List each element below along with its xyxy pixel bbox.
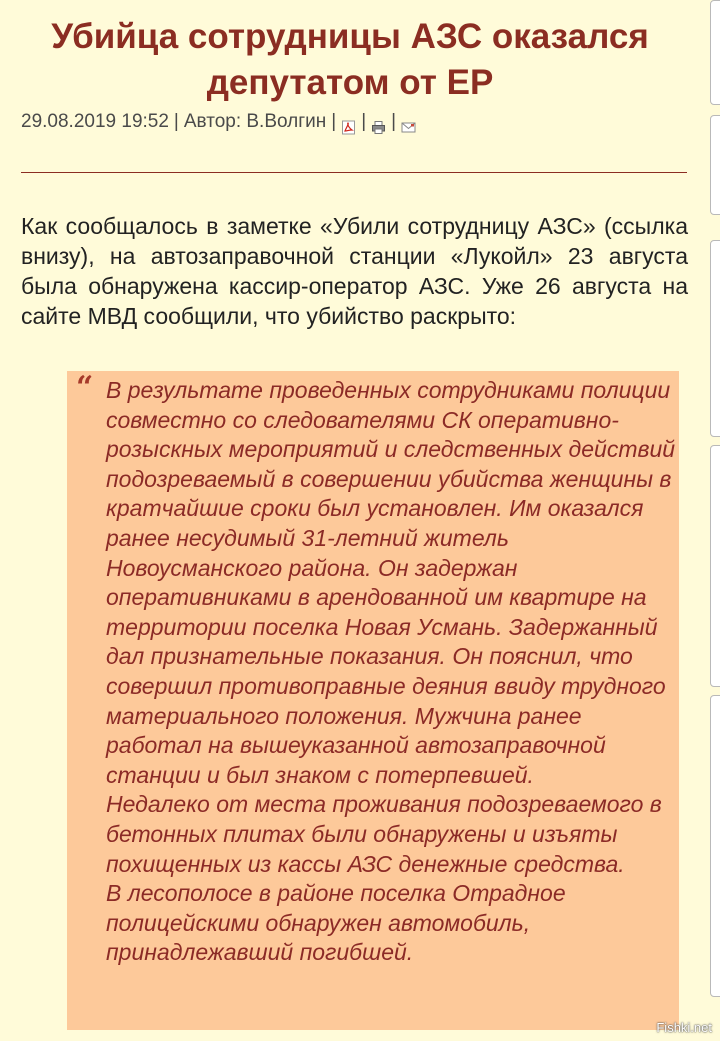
meta-separator: | <box>173 111 179 132</box>
side-scroll-tab[interactable] <box>710 115 720 215</box>
article-lead: Как сообщалось в заметке «Убили сотрудницу АЗС» (ссылка внизу), на автозаправочной станции «Лукойл» 23 августа была обнаружена кассир-оператор АЗС. Уже 26 августа на сайте МВД сообщили, что убийство раскрыто: <box>21 213 688 329</box>
quote-paragraph: В лесополосе в районе поселка Отрадное полицейскими обнаружен автомобиль, принадлежавший погибшей. <box>106 880 566 966</box>
watermark: Fishki.net <box>656 1020 712 1035</box>
quote-text <box>106 376 676 968</box>
side-scroll-tab[interactable] <box>710 695 720 997</box>
print-icon[interactable] <box>371 117 386 132</box>
side-scroll-tab[interactable] <box>710 445 720 687</box>
email-icon[interactable] <box>401 117 416 132</box>
blockquote <box>67 371 679 1030</box>
meta-separator: | <box>391 111 397 132</box>
meta-separator: | <box>331 111 337 132</box>
quote-paragraph: Недалеко от места проживания подозреваемого в бетонных плитах были обнаружены и изъяты похищенных из кассы АЗС денежные средства. <box>106 791 662 877</box>
article-headline: Убийца сотрудницы АЗС оказался депутатом от ЕР <box>51 17 649 102</box>
article-date: 29.08.2019 19:52 <box>21 111 169 132</box>
headline-divider <box>21 172 687 173</box>
pdf-icon[interactable] <box>341 117 356 132</box>
side-scroll-tab[interactable] <box>710 0 720 105</box>
quote-mark-icon: “ <box>76 370 94 405</box>
meta-separator: | <box>361 111 367 132</box>
quote-paragraph: В результате проведенных сотрудниками полиции совместно со следователями СК оперативно-розыскных мероприятий и следственных действий подозреваемый в совершении убийства женщины в кратчайшие сроки был установлен. Им оказался ранее несудимый 31-летний житель Новоусманского района. Он задержан оперативниками в арендованной им квартире на территории поселка Новая Усмань. Задержанный дал признательные показания. Он пояснил, что совершил противоправные деяния ввиду трудного материального положения. Мужчина ранее работал на вышеуказанной автозаправочной станции и был знаком с потерпевшей. <box>106 377 676 788</box>
article-author: Автор: В.Волгин <box>183 111 327 132</box>
article-meta <box>21 109 416 135</box>
side-scroll-tab[interactable] <box>710 240 720 437</box>
